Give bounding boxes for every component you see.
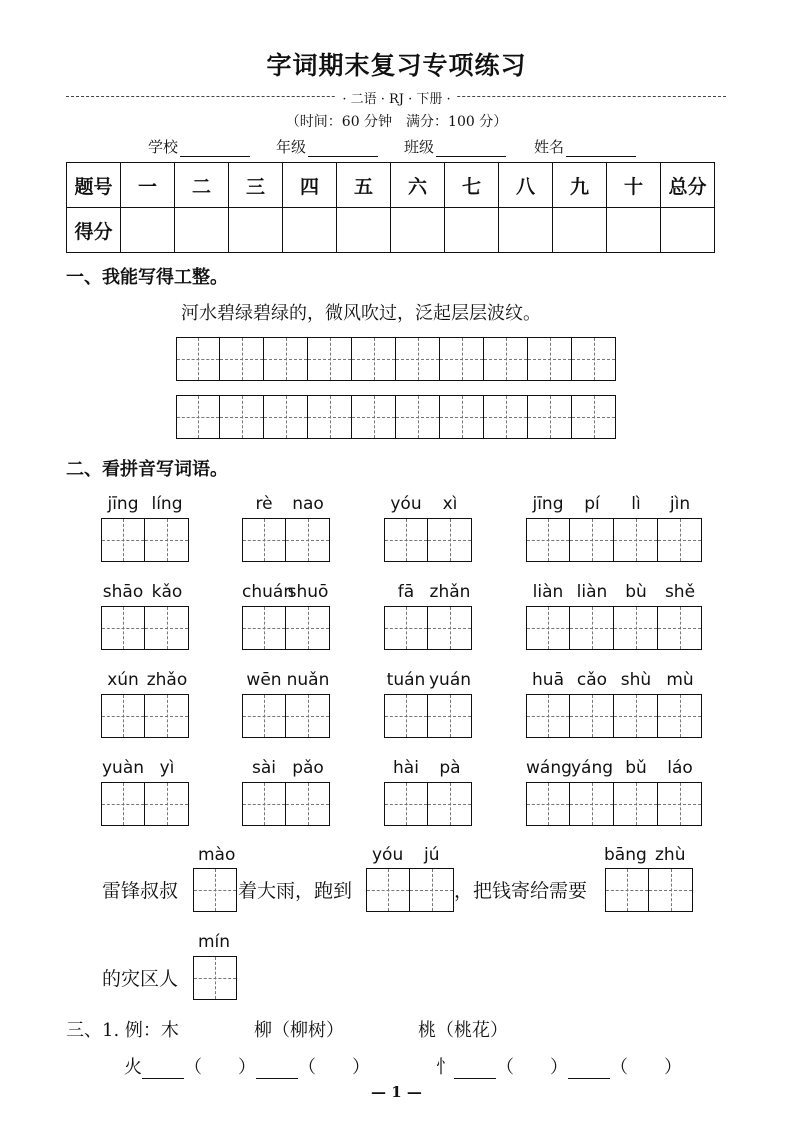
writing-cell[interactable] <box>528 337 572 381</box>
writing-cell[interactable] <box>428 694 472 738</box>
writing-cell[interactable] <box>428 782 472 826</box>
writing-cell[interactable] <box>526 694 570 738</box>
score-cell[interactable] <box>607 208 661 253</box>
edition-subtitle: · 二语 · RJ · 下册 · <box>0 88 793 107</box>
radical-row-1: 火 （ ） （ ） <box>124 1057 370 1078</box>
pinyin-syllable: xì <box>442 494 458 514</box>
answer-box[interactable] <box>101 694 189 738</box>
pinyin-word <box>242 670 330 738</box>
answer-box[interactable] <box>526 518 702 562</box>
score-cell[interactable] <box>391 208 445 253</box>
pinyin-syllable: bǔ <box>625 758 647 778</box>
answer-blank[interactable] <box>568 1062 610 1079</box>
pinyin-word <box>101 670 189 738</box>
radical-row-2: 忄 （ ） （ ） <box>436 1057 682 1078</box>
page-number: — 1 — <box>371 1083 422 1101</box>
pinyin-word <box>101 758 189 826</box>
writing-cell[interactable] <box>658 782 702 826</box>
pinyin-syllable: wáng <box>526 758 572 778</box>
answer-box[interactable] <box>526 782 702 826</box>
score-table <box>66 162 715 253</box>
writing-cell[interactable] <box>526 606 570 650</box>
writing-cell[interactable] <box>242 782 286 826</box>
writing-cell[interactable] <box>242 518 286 562</box>
writing-cell[interactable] <box>286 694 330 738</box>
answer-box[interactable] <box>242 782 330 826</box>
pinyin-syllable: fā <box>397 582 415 602</box>
writing-cell[interactable] <box>286 518 330 562</box>
writing-cell[interactable] <box>308 337 352 381</box>
writing-cell[interactable] <box>264 337 308 381</box>
writing-cell[interactable] <box>614 606 658 650</box>
score-header: 八 <box>499 163 553 208</box>
writing-cell[interactable] <box>658 694 702 738</box>
pinyin-syllable: pí <box>584 494 600 514</box>
writing-cell[interactable] <box>484 395 528 439</box>
writing-cell[interactable] <box>286 606 330 650</box>
fill-pinyin: mín <box>198 932 231 952</box>
pinyin-syllable: lì <box>631 494 641 514</box>
answer-box[interactable] <box>101 782 189 826</box>
score-header: 总分 <box>661 163 715 208</box>
score-cell[interactable] <box>175 208 229 253</box>
fill-pinyin: zhù <box>655 845 686 865</box>
score-header-row <box>67 163 715 208</box>
pinyin-syllable: shuō <box>287 582 329 602</box>
fill-box-3[interactable] <box>605 868 693 912</box>
pinyin-syllable: yáng <box>570 758 614 778</box>
example-2: 桃（桃花） <box>418 1020 508 1041</box>
writing-cell[interactable] <box>658 518 702 562</box>
info-school: 学校 <box>148 136 250 157</box>
writing-cell[interactable] <box>145 694 189 738</box>
writing-cell[interactable] <box>176 395 220 439</box>
section2-heading: 二、看拼音写词语。 <box>66 459 228 480</box>
score-header: 四 <box>283 163 337 208</box>
pinyin-syllable: yì <box>159 758 175 778</box>
writing-cell[interactable] <box>572 395 616 439</box>
writing-cell[interactable] <box>242 606 286 650</box>
writing-cell[interactable] <box>526 518 570 562</box>
pinyin-word <box>384 758 472 826</box>
score-header: 题号 <box>67 163 121 208</box>
score-value-row <box>67 208 715 253</box>
writing-cell[interactable] <box>658 606 702 650</box>
writing-cell[interactable] <box>286 782 330 826</box>
fill-pinyin: mào <box>198 845 236 865</box>
score-cell[interactable] <box>337 208 391 253</box>
answer-box[interactable] <box>526 694 702 738</box>
section3-heading: 三、1. 例：木 <box>66 1020 179 1041</box>
writing-cell[interactable] <box>484 337 528 381</box>
pinyin-syllable: xún <box>107 670 139 690</box>
pinyin-syllable: sài <box>252 758 276 778</box>
example-1: 柳（柳树） <box>254 1020 344 1041</box>
answer-box[interactable] <box>384 694 472 738</box>
writing-cell[interactable] <box>526 782 570 826</box>
writing-cell[interactable] <box>570 782 614 826</box>
fill-box-4[interactable] <box>193 956 237 1000</box>
pinyin-word <box>242 758 330 826</box>
fill-text: 的灾区人 <box>102 968 179 990</box>
pinyin-syllable: zhǎn <box>429 582 471 602</box>
fill-text: ，把钱寄给需要 <box>454 880 588 902</box>
writing-cell[interactable] <box>220 337 264 381</box>
copy-sentence: 河水碧绿碧绿的，微风吹过，泛起层层波纹。 <box>181 303 541 324</box>
writing-cell[interactable] <box>384 518 428 562</box>
writing-cell[interactable] <box>396 395 440 439</box>
answer-box[interactable] <box>101 518 189 562</box>
pinyin-syllable: pà <box>439 758 461 778</box>
writing-cell[interactable] <box>440 337 484 381</box>
pinyin-syllable: yuán <box>428 670 472 690</box>
pinyin-syllable: pǎo <box>292 758 324 778</box>
pinyin-syllable: chuán <box>242 582 295 602</box>
pinyin-syllable: yóu <box>390 494 422 514</box>
writing-cell[interactable] <box>614 694 658 738</box>
answer-box[interactable] <box>384 518 472 562</box>
writing-cell[interactable] <box>264 395 308 439</box>
pinyin-word <box>526 758 702 826</box>
score-header: 九 <box>553 163 607 208</box>
score-cell[interactable] <box>445 208 499 253</box>
writing-cell[interactable] <box>614 782 658 826</box>
writing-cell[interactable] <box>220 395 264 439</box>
writing-cell[interactable] <box>242 694 286 738</box>
writing-cell[interactable] <box>570 518 614 562</box>
radical-fire: 火 <box>124 1057 142 1078</box>
pinyin-word <box>384 494 472 562</box>
writing-cell[interactable] <box>101 606 145 650</box>
score-header: 三 <box>229 163 283 208</box>
fill-box-2[interactable] <box>366 868 454 912</box>
writing-cell[interactable] <box>440 395 484 439</box>
score-cell[interactable] <box>283 208 337 253</box>
fill-box-1[interactable] <box>193 868 237 912</box>
fill-pinyin: bāng <box>604 845 647 865</box>
radical-heart: 忄 <box>436 1057 454 1078</box>
pinyin-word <box>526 670 702 738</box>
writing-cell[interactable] <box>384 606 428 650</box>
name-blank[interactable] <box>566 142 636 157</box>
score-header: 七 <box>445 163 499 208</box>
writing-cell[interactable] <box>384 694 428 738</box>
pinyin-syllable: líng <box>151 494 183 514</box>
writing-cell[interactable] <box>101 518 145 562</box>
pinyin-syllable: liàn <box>576 582 608 602</box>
class-blank[interactable] <box>436 142 506 157</box>
score-cell[interactable] <box>553 208 607 253</box>
writing-cell[interactable] <box>614 518 658 562</box>
time-info: （时间：60 分钟 满分：100 分） <box>285 114 508 130</box>
pinyin-word <box>101 494 189 562</box>
pinyin-syllable: cǎo <box>576 670 608 690</box>
writing-cell[interactable] <box>570 694 614 738</box>
pinyin-syllable: nao <box>292 494 324 514</box>
pinyin-word <box>242 582 330 650</box>
pinyin-syllable: nuǎn <box>286 670 330 690</box>
writing-cell[interactable] <box>384 782 428 826</box>
writing-cell[interactable] <box>352 395 396 439</box>
fill-text: 雷锋叔叔 <box>102 880 179 902</box>
pinyin-syllable: shāo <box>102 582 144 602</box>
pinyin-syllable: huā <box>532 670 564 690</box>
answer-box[interactable] <box>242 518 330 562</box>
score-cell[interactable] <box>229 208 283 253</box>
writing-cell[interactable] <box>145 518 189 562</box>
fill-pinyin: yóu <box>372 845 404 865</box>
pinyin-word <box>526 494 702 562</box>
answer-blank[interactable] <box>256 1062 298 1079</box>
writing-cell[interactable] <box>101 694 145 738</box>
writing-cell[interactable] <box>528 395 572 439</box>
writing-cell[interactable] <box>570 606 614 650</box>
writing-cell[interactable] <box>308 395 352 439</box>
answer-box[interactable] <box>384 782 472 826</box>
writing-cell[interactable] <box>176 337 220 381</box>
pinyin-word <box>526 582 702 650</box>
pinyin-word <box>384 670 472 738</box>
answer-box[interactable] <box>384 606 472 650</box>
answer-blank[interactable] <box>142 1062 184 1079</box>
answer-box[interactable] <box>242 606 330 650</box>
pinyin-syllable: tuán <box>386 670 426 690</box>
answer-blank[interactable] <box>454 1062 496 1079</box>
score-cell[interactable] <box>121 208 175 253</box>
pinyin-syllable: yuàn <box>101 758 145 778</box>
pinyin-syllable: kǎo <box>151 582 183 602</box>
section1-heading: 一、我能写得工整。 <box>66 267 228 288</box>
pinyin-syllable: bù <box>625 582 647 602</box>
score-header: 五 <box>337 163 391 208</box>
page-title: 字词期末复习专项练习 <box>266 51 527 80</box>
writing-cell[interactable] <box>352 337 396 381</box>
info-grade: 年级 <box>276 136 378 157</box>
writing-cell[interactable] <box>145 606 189 650</box>
answer-box[interactable] <box>526 606 702 650</box>
pinyin-syllable: shě <box>664 582 696 602</box>
score-cell[interactable] <box>661 208 715 253</box>
writing-cell[interactable] <box>396 337 440 381</box>
pinyin-syllable: jīng <box>532 494 564 514</box>
writing-cell[interactable] <box>428 606 472 650</box>
info-class: 班级 <box>404 136 506 157</box>
fill-pinyin: jú <box>424 845 440 865</box>
writing-grid-row-1[interactable] <box>176 337 616 381</box>
pinyin-word <box>101 582 189 650</box>
score-header: 一 <box>121 163 175 208</box>
pinyin-syllable: shù <box>620 670 652 690</box>
pinyin-word <box>384 582 472 650</box>
pinyin-word <box>242 494 330 562</box>
score-header: 十 <box>607 163 661 208</box>
writing-cell[interactable] <box>428 518 472 562</box>
pinyin-syllable: jìn <box>669 494 691 514</box>
score-header: 六 <box>391 163 445 208</box>
answer-box[interactable] <box>101 606 189 650</box>
pinyin-syllable: liàn <box>532 582 564 602</box>
pinyin-syllable: hài <box>393 758 419 778</box>
pinyin-syllable: zhǎo <box>146 670 188 690</box>
school-blank[interactable] <box>180 142 250 157</box>
writing-cell[interactable] <box>145 782 189 826</box>
score-cell[interactable] <box>499 208 553 253</box>
writing-cell[interactable] <box>101 782 145 826</box>
pinyin-syllable: jīng <box>107 494 139 514</box>
writing-grid-row-2[interactable] <box>176 395 616 439</box>
pinyin-syllable: láo <box>667 758 693 778</box>
pinyin-syllable: rè <box>255 494 273 514</box>
fill-text: 着大雨，跑到 <box>238 880 353 902</box>
writing-cell[interactable] <box>572 337 616 381</box>
info-name: 姓名 <box>534 136 636 157</box>
pinyin-syllable: mù <box>666 670 694 690</box>
score-header: 二 <box>175 163 229 208</box>
grade-blank[interactable] <box>308 142 378 157</box>
score-row-label: 得分 <box>67 208 121 253</box>
pinyin-syllable: wēn <box>246 670 282 690</box>
answer-box[interactable] <box>242 694 330 738</box>
